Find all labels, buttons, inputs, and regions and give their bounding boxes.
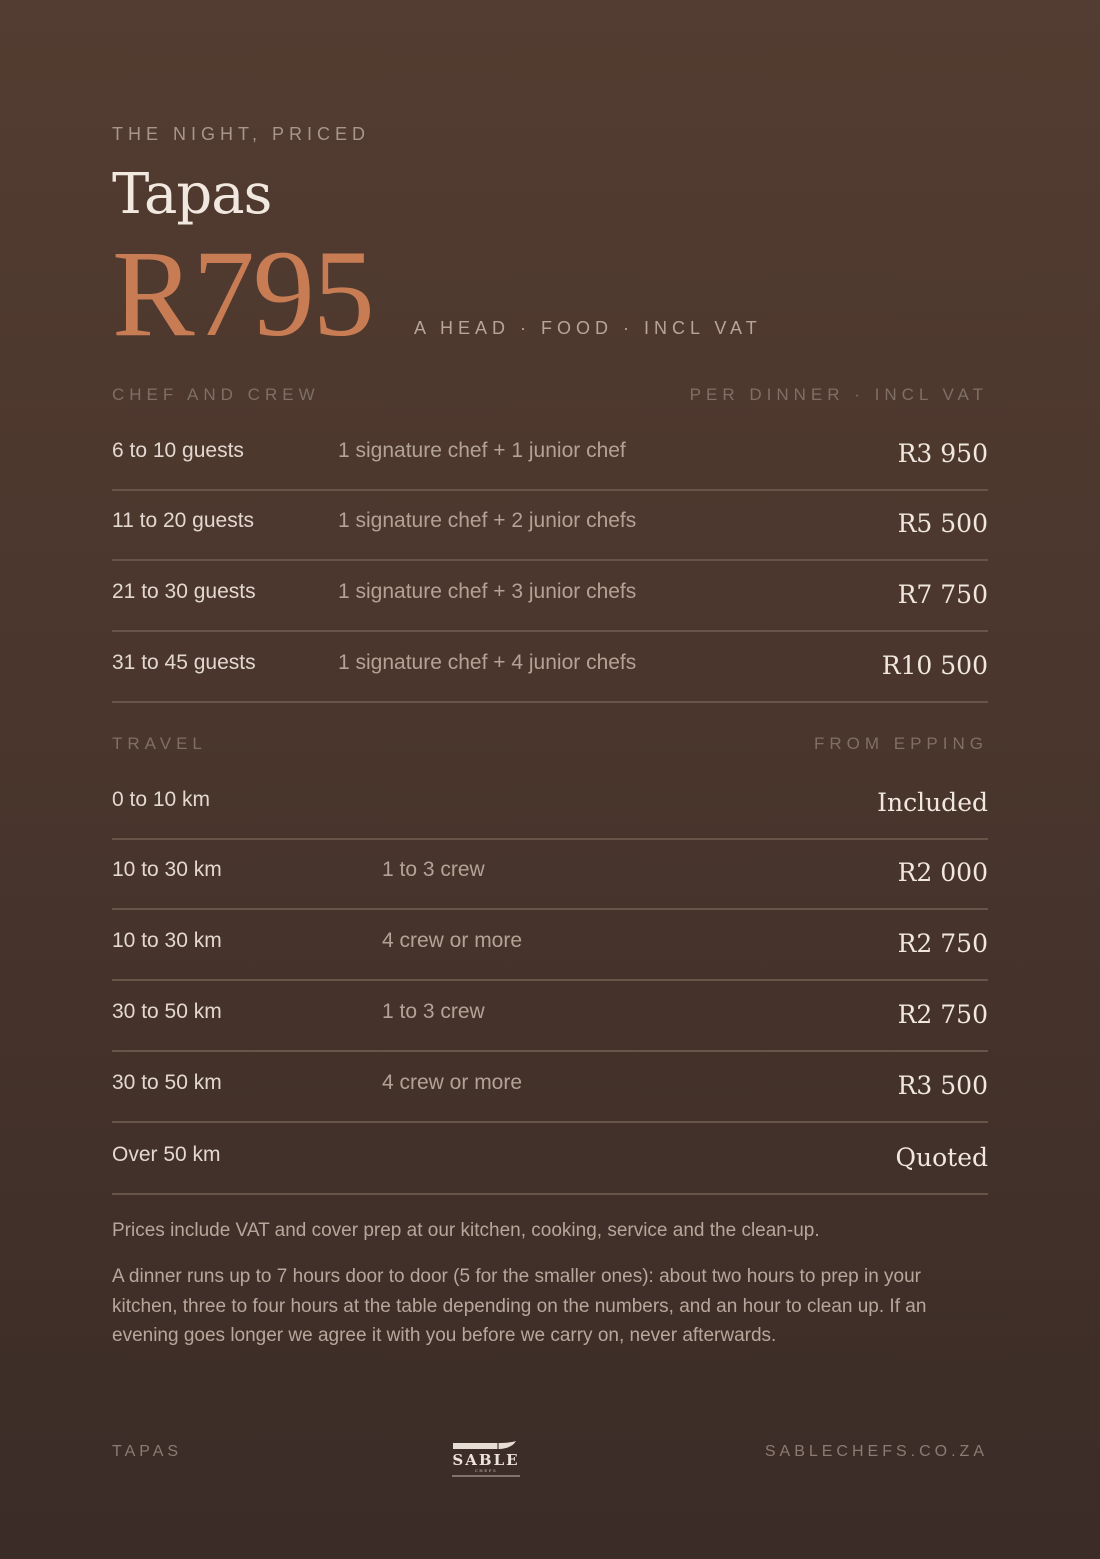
- crew-composition: 1 signature chef + 1 junior chef: [338, 439, 626, 462]
- crew-guests: 6 to 10 guests: [112, 439, 244, 462]
- logo-subword: CHEFS: [474, 1468, 498, 1473]
- price-sheet: [112, 0, 988, 1559]
- travel-distance: 10 to 30 km: [112, 858, 222, 881]
- travel-row: [112, 768, 988, 840]
- travel-row: [112, 909, 988, 981]
- duration-note: A dinner runs up to 7 hours door to door (5 for the smaller ones): about two hours to prep in your kitchen, three to four hours at the table depending on the numbers, and an hour to clean up. If an evening goes longer we agree it with you before we carry on, never afterwards.: [112, 1266, 927, 1346]
- travel-price: R2 750: [897, 929, 988, 958]
- travel-row: [112, 1123, 988, 1195]
- travel-distance: 10 to 30 km: [112, 929, 222, 952]
- eyebrow-label: THE NIGHT, PRICED: [112, 124, 371, 144]
- crew-composition: 1 signature chef + 4 junior chefs: [338, 651, 637, 674]
- travel-price: Included: [877, 788, 988, 817]
- crew-row: [112, 489, 988, 561]
- logo-word: SABLE: [452, 1451, 520, 1469]
- footer: [112, 1443, 988, 1483]
- travel-row: [112, 980, 988, 1052]
- travel-distance: Over 50 km: [112, 1143, 221, 1166]
- travel-crew: 4 crew or more: [382, 1071, 523, 1094]
- travel-section-note: FROM EPPING: [813, 734, 988, 753]
- crew-section-note: PER DINNER · INCL VAT: [689, 385, 988, 404]
- travel-section-title: TRAVEL: [112, 734, 207, 753]
- crew-composition: 1 signature chef + 3 junior chefs: [338, 580, 637, 603]
- vat-note: Prices include VAT and cover prep at our kitchen, cooking, service and the clean-up.: [112, 1220, 820, 1241]
- travel-section-header: [112, 734, 988, 754]
- travel-price: R2 000: [897, 858, 988, 887]
- crew-price: R3 950: [897, 439, 988, 468]
- crew-guests: 31 to 45 guests: [112, 651, 256, 674]
- crew-section-header: [112, 385, 988, 405]
- travel-crew: 4 crew or more: [382, 929, 523, 952]
- travel-distance: 30 to 50 km: [112, 1071, 222, 1094]
- sable-logo: [450, 1439, 522, 1481]
- crew-price: R5 500: [897, 509, 988, 538]
- head-price-note: A HEAD · FOOD · INCL VAT: [414, 318, 762, 338]
- crew-price: R7 750: [897, 580, 988, 609]
- crew-composition: 1 signature chef + 2 junior chefs: [338, 509, 637, 532]
- crew-guests: 21 to 30 guests: [112, 580, 256, 603]
- crew-row: [112, 560, 988, 632]
- travel-row: [112, 1051, 988, 1123]
- travel-distance: 0 to 10 km: [112, 788, 211, 811]
- travel-price: R3 500: [897, 1071, 988, 1100]
- travel-price: Quoted: [895, 1143, 988, 1172]
- page-title: Tapas: [112, 162, 272, 227]
- crew-guests: 11 to 20 guests: [112, 509, 255, 532]
- head-price: R795: [112, 225, 373, 362]
- website-link[interactable]: SABLECHEFS.CO.ZA: [764, 1443, 988, 1460]
- travel-crew: 1 to 3 crew: [382, 858, 485, 881]
- travel-row: [112, 838, 988, 910]
- travel-distance: 30 to 50 km: [112, 1000, 222, 1023]
- crew-section-title: CHEF AND CREW: [112, 385, 320, 404]
- crew-row: [112, 631, 988, 703]
- crew-row: [112, 419, 988, 491]
- travel-crew: 1 to 3 crew: [382, 1000, 485, 1023]
- travel-price: R2 750: [897, 1000, 988, 1029]
- footer-menu-name: TAPAS: [112, 1443, 183, 1460]
- crew-price: R10 500: [881, 651, 988, 680]
